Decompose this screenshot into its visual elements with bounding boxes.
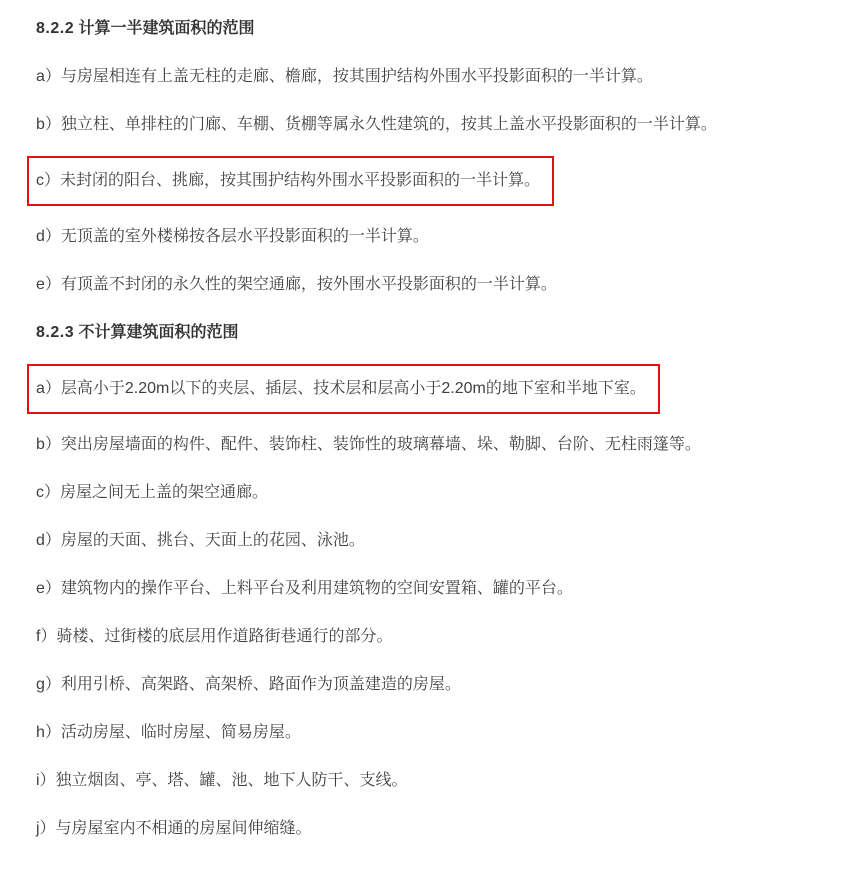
clause-823-e: e）建筑物内的操作平台、上料平台及利用建筑物的空间安置箱、罐的平台。 [36,580,573,597]
section-number: 8.2.2 [36,20,75,37]
clause-823-g: g）利用引桥、高架路、高架桥、路面作为顶盖建造的房屋。 [36,676,461,693]
clause-823-f: f）骑楼、过街楼的底层用作道路街巷通行的部分。 [36,628,393,645]
clause-822-a: a）与房屋相连有上盖无柱的走廊、檐廊，按其围护结构外围水平投影面积的一半计算。 [36,68,653,85]
clause-823-a-highlighted: a）层高小于2.20m以下的夹层、插层、技术层和层高小于2.20m的地下室和半地下室。 [27,364,660,414]
clause-822-e: e）有顶盖不封闭的永久性的架空通廊，按外围水平投影面积的一半计算。 [36,276,557,293]
clause-822-c-highlighted: c）未封闭的阳台、挑廊，按其围护结构外围水平投影面积的一半计算。 [27,156,554,206]
section-title: 不计算建筑面积的范围 [78,324,239,341]
clause-823-i: i）独立烟囱、亭、塔、罐、池、地下人防干、支线。 [36,772,408,789]
clause-823-h: h）活动房屋、临时房屋、简易房屋。 [36,724,301,741]
clause-823-j: j）与房屋室内不相通的房屋间伸缩缝。 [36,820,312,837]
section-heading-823 [36,316,820,350]
clause-822-b: b）独立柱、单排柱的门廊、车棚、货棚等属永久性建筑的，按其上盖水平投影面积的一半计算。 [36,116,717,133]
section-title: 计算一半建筑面积的范围 [78,20,255,37]
section-number: 8.2.3 [36,324,75,341]
clause-822-d: d）无顶盖的室外楼梯按各层水平投影面积的一半计算。 [36,228,429,245]
clause-823-b: b）突出房屋墙面的构件、配件、装饰柱、装饰性的玻璃幕墙、垛、勒脚、台阶、无柱雨篷等。 [36,436,701,453]
clause-823-c: c）房屋之间无上盖的架空通廊。 [36,484,269,501]
clause-823-d: d）房屋的天面、挑台、天面上的花园、泳池。 [36,532,365,549]
section-heading-822 [36,12,820,46]
